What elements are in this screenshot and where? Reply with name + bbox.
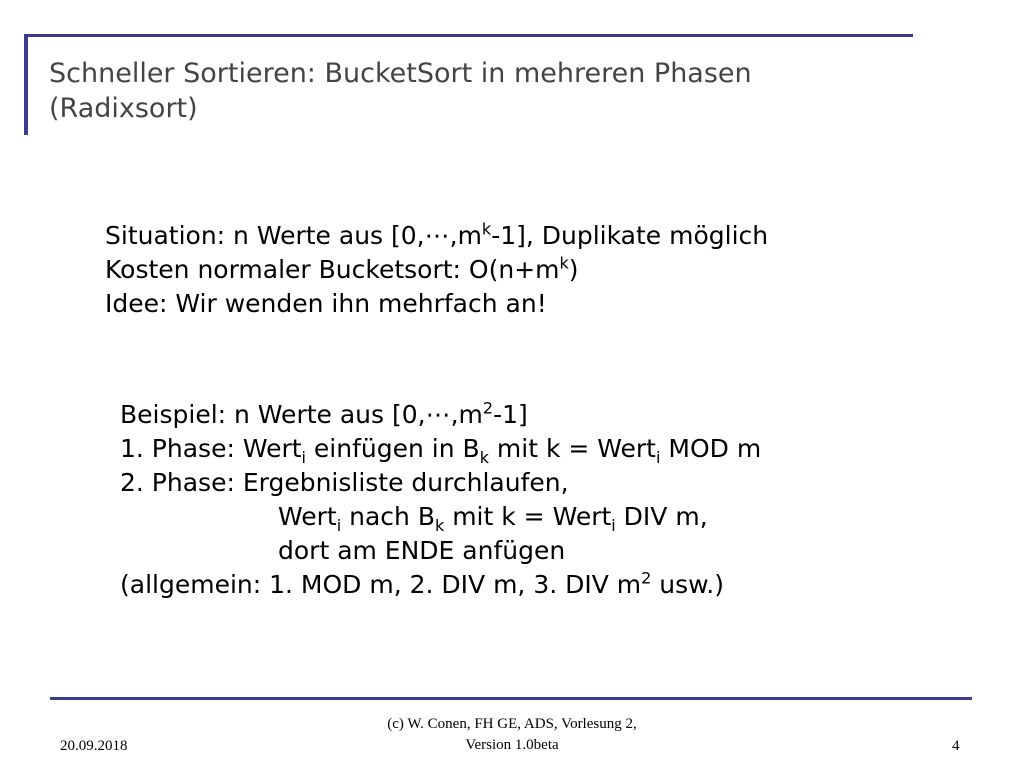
phase1-sub-1: i bbox=[301, 448, 306, 467]
footer-page-number: 4 bbox=[952, 738, 960, 754]
kosten-text-b: ) bbox=[568, 255, 579, 284]
phase2-detail-text-b: nach B bbox=[341, 502, 435, 531]
kosten-sup: k bbox=[559, 253, 569, 273]
situation-text-b: -1], Duplikate möglich bbox=[491, 221, 769, 250]
phase1-text-b: einfügen in B bbox=[305, 434, 480, 463]
beispiel-sup: 2 bbox=[482, 398, 494, 418]
footer-copyright-line-2: Version 1.0beta bbox=[465, 737, 559, 753]
intro-block bbox=[105, 219, 768, 321]
beispiel-line bbox=[120, 398, 761, 432]
phase2-end-line: dort am ENDE anfügen bbox=[278, 536, 566, 565]
phase2-detail-sub-2: k bbox=[434, 516, 445, 535]
situation-sup: k bbox=[481, 219, 492, 239]
allgemein-line bbox=[120, 568, 761, 602]
title-line-1: Schneller Sortieren: BucketSort in mehreren Phasen bbox=[49, 58, 752, 89]
phase2-detail-sub-3: i bbox=[611, 516, 616, 535]
example-block bbox=[120, 398, 761, 602]
situation-text-a: Situation: n Werte aus [0,⋯,m bbox=[105, 221, 482, 250]
title-accent-bar-left bbox=[24, 34, 28, 135]
phase2-detail-line bbox=[120, 500, 761, 534]
footer-copyright-line-1: (c) W. Conen, FH GE, ADS, Vorlesung 2, bbox=[387, 716, 637, 732]
footer-copyright bbox=[300, 714, 724, 756]
phase2-detail-text-a: Wert bbox=[278, 502, 337, 531]
allgemein-text-a: (allgemein: 1. MOD m, 2. DIV m, 3. DIV m bbox=[120, 570, 642, 599]
title-accent-bar-top bbox=[24, 34, 913, 37]
idee-line: Idee: Wir wenden ihn mehrfach an! bbox=[105, 289, 547, 318]
phase2-detail-text-d: DIV m, bbox=[615, 502, 708, 531]
title-line-2: (Radixsort) bbox=[49, 93, 198, 124]
situation-line bbox=[105, 219, 768, 253]
phase1-text-c: mit k = Wert bbox=[488, 434, 656, 463]
slide-title bbox=[49, 56, 949, 126]
beispiel-text-a: Beispiel: n Werte aus [0,⋯,m bbox=[120, 400, 483, 429]
phase1-text-a: 1. Phase: Wert bbox=[120, 434, 302, 463]
kosten-text-a: Kosten normaler Bucketsort: O(n+m bbox=[105, 255, 560, 284]
footer-date: 20.09.2018 bbox=[60, 738, 128, 754]
allgemein-text-b: usw.) bbox=[651, 570, 725, 599]
phase1-sub-3: i bbox=[655, 448, 661, 467]
phase1-text-d: MOD m bbox=[660, 434, 762, 463]
phase2-detail-sub-1: i bbox=[336, 516, 342, 535]
phase1-line bbox=[120, 432, 761, 466]
phase2-line: 2. Phase: Ergebnisliste durchlaufen, bbox=[120, 468, 569, 497]
phase2-detail-text-c: mit k = Wert bbox=[444, 502, 612, 531]
allgemein-sup: 2 bbox=[641, 568, 652, 588]
phase1-sub-2: k bbox=[479, 448, 489, 467]
kosten-line bbox=[105, 253, 768, 287]
beispiel-text-b: -1] bbox=[493, 400, 528, 429]
footer-divider bbox=[50, 697, 972, 700]
